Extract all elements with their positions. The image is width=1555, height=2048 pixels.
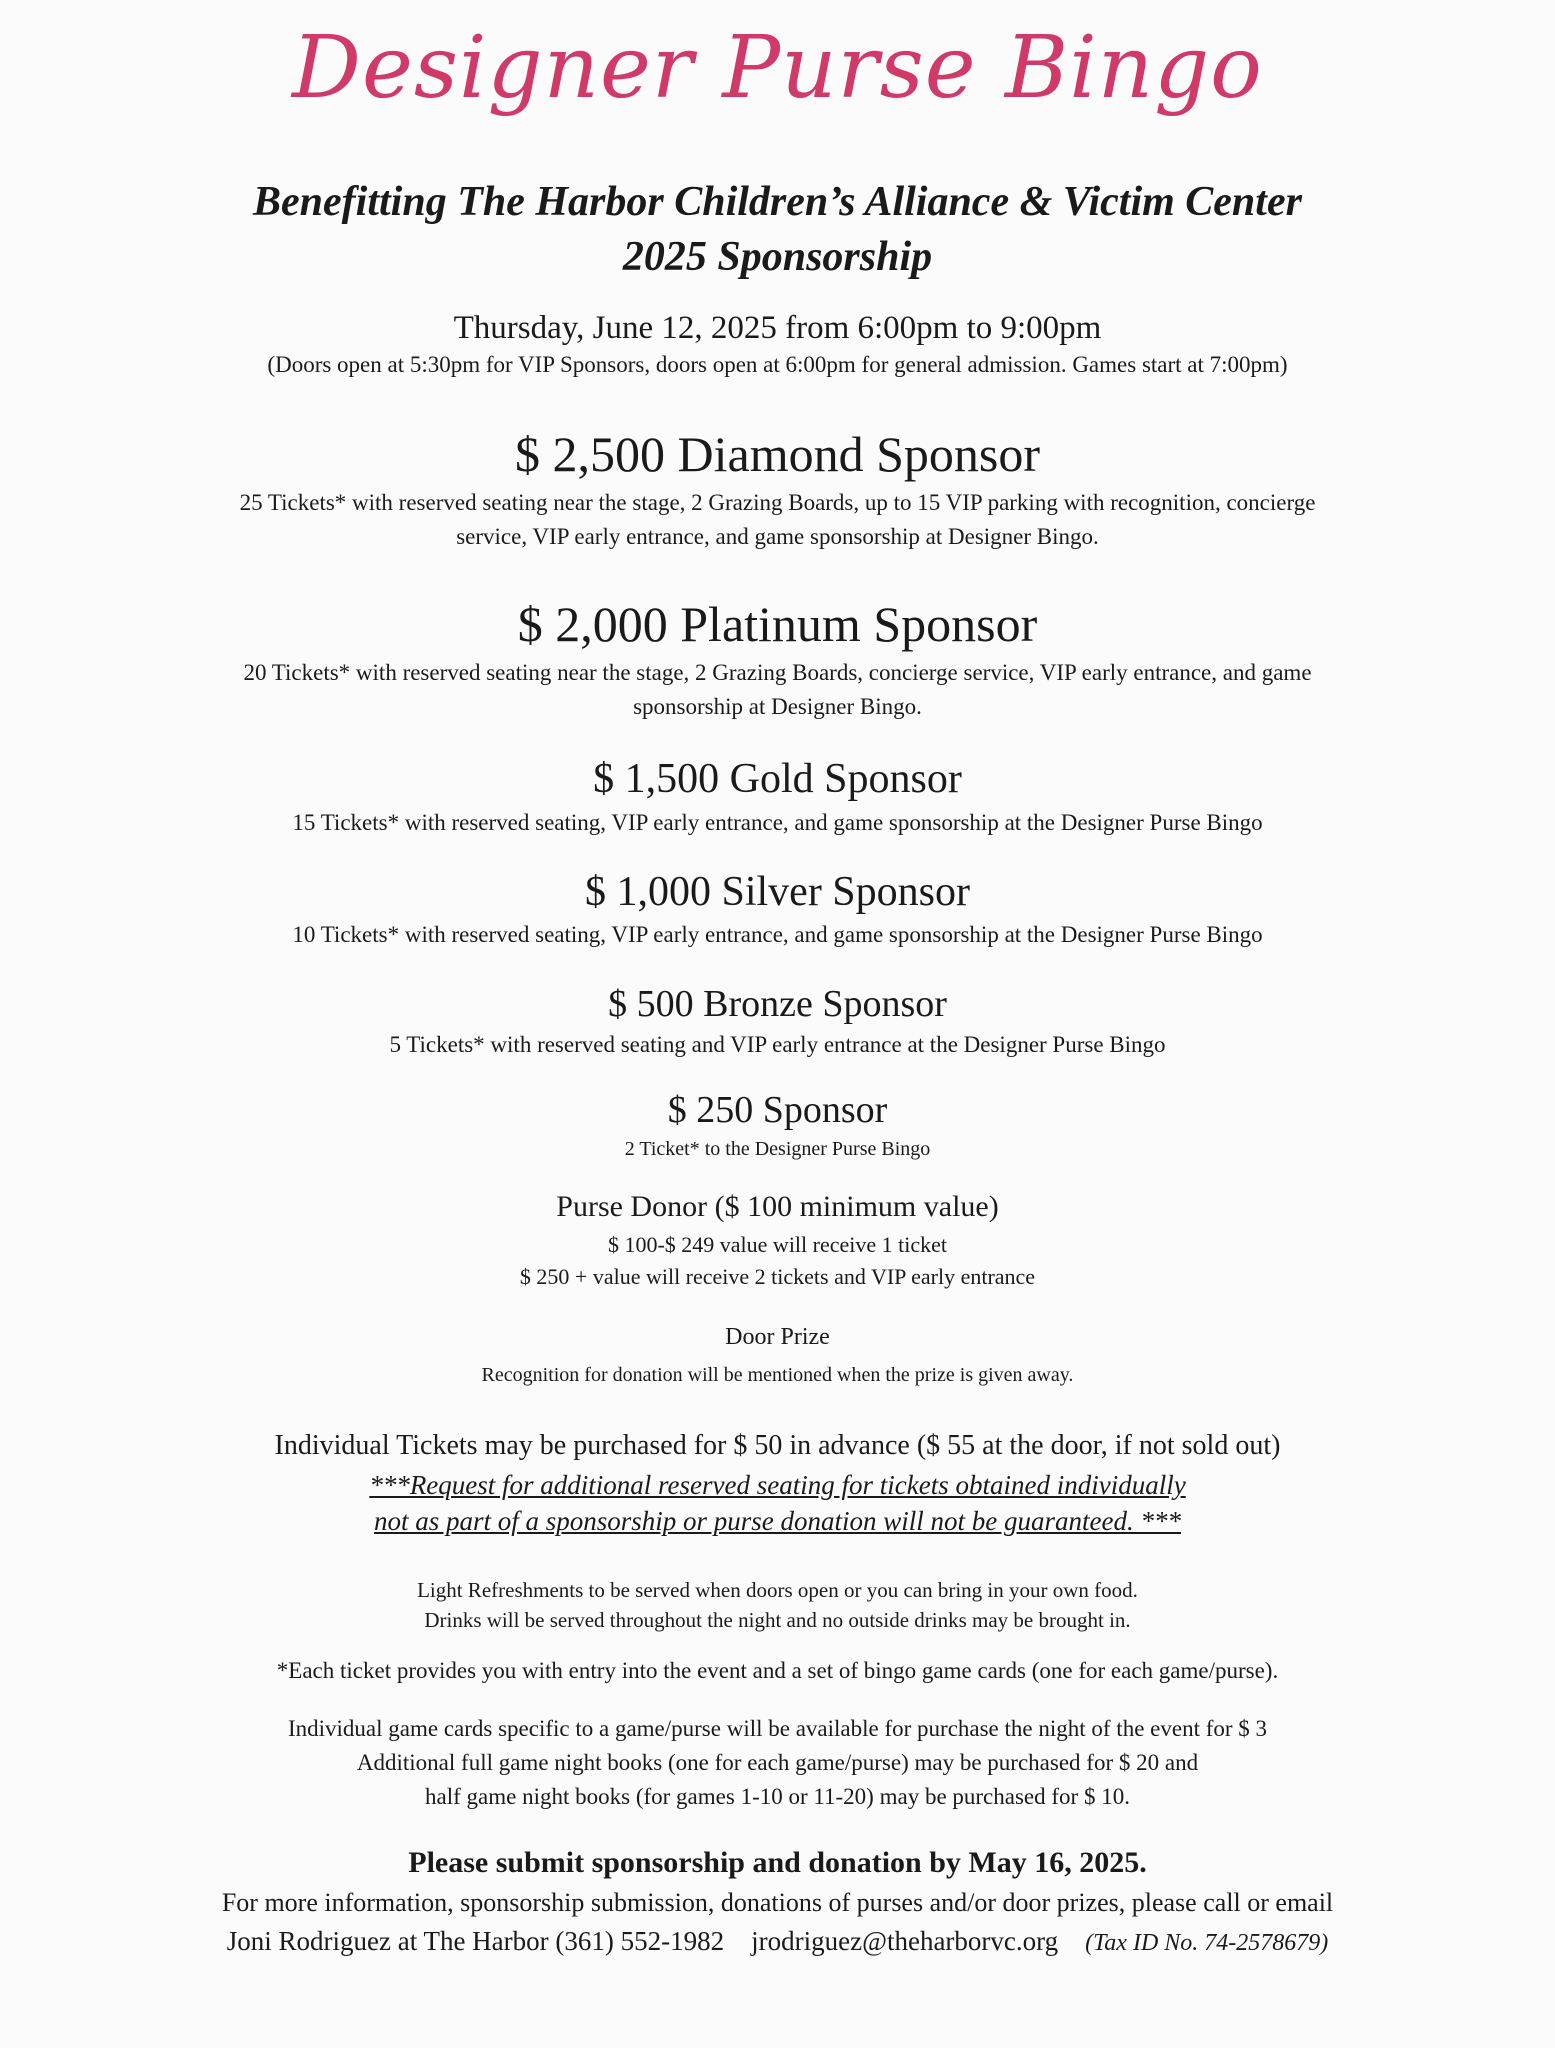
purse-donor-line-1: $ 100-$ 249 value will receive 1 ticket — [607, 1232, 948, 1257]
tier-platinum-desc-2: sponsorship at Designer Bingo. — [633, 694, 922, 719]
contact-email[interactable]: jrodriguez@theharborvc.org — [751, 1926, 1059, 1956]
game-cards-line-2: Additional full game night books (one for each game/purse) may be purchased for $ 20 and — [356, 1750, 1199, 1775]
tier-bronze-desc: 5 Tickets* with reserved seating and VIP early entrance at the Designer Purse Bingo — [389, 1032, 1166, 1057]
contact-name: Joni Rodriguez at The Harbor — [226, 1926, 549, 1956]
submission-deadline: Please submit sponsorship and donation by May 16, 2025. — [408, 1846, 1147, 1879]
subtitle-benefitting: Benefitting The Harbor Children’s Alliance & Victim Center — [253, 179, 1302, 225]
contact-line — [60, 1926, 1495, 1957]
subtitle-sponsorship-year: 2025 Sponsorship — [622, 234, 933, 280]
tier-bronze-name: $ 500 Bronze Sponsor — [608, 983, 947, 1025]
individual-note-line-2: not as part of a sponsorship or purse donation will not be guaranteed. *** — [373, 1506, 1182, 1536]
tier-gold-name: $ 1,500 Gold Sponsor — [593, 756, 962, 802]
doors-note: (Doors open at 5:30pm for VIP Sponsors, doors open at 6:00pm for general admission. Games start at 7:00pm) — [267, 352, 1288, 377]
ticket-note: *Each ticket provides you with entry into the event and a set of bingo game cards (one for each game/purse). — [276, 1658, 1279, 1683]
refreshments-line-2: Drinks will be served throughout the night and no outside drinks may be brought in. — [424, 1608, 1131, 1632]
individual-note-line-1: ***Request for additional reserved seating for tickets obtained individually — [369, 1470, 1186, 1500]
game-cards-line-1: Individual game cards specific to a game/purse will be available for purchase the night of the event for $ 3 — [287, 1716, 1268, 1741]
tier-diamond-name: $ 2,500 Diamond Sponsor — [515, 426, 1040, 482]
tier-silver-name: $ 1,000 Silver Sponsor — [584, 869, 970, 915]
tier-250-name: $ 250 Sponsor — [667, 1089, 888, 1131]
contact-phone[interactable]: (361) 552-1982 — [555, 1926, 725, 1956]
tier-platinum-desc-1: 20 Tickets* with reserved seating near the stage, 2 Grazing Boards, concierge service, VIP early entrance, and game — [243, 660, 1312, 685]
tier-250-desc: 2 Ticket* to the Designer Purse Bingo — [624, 1138, 931, 1160]
tier-gold-desc: 15 Tickets* with reserved seating, VIP early entrance, and game sponsorship at the Designer Purse Bingo — [292, 810, 1263, 835]
game-cards-line-3: half game night books (for games 1-10 or 11-20) may be purchased for $ 10. — [425, 1784, 1130, 1809]
door-prize-line-1: Recognition for donation will be mentioned when the prize is given away. — [481, 1364, 1074, 1386]
purse-donor-name: Purse Donor ($ 100 minimum value) — [556, 1190, 999, 1223]
individual-tickets-line: Individual Tickets may be purchased for $ 50 in advance ($ 55 at the door, if not sold out) — [274, 1430, 1281, 1461]
tier-platinum-name: $ 2,000 Platinum Sponsor — [517, 596, 1038, 652]
door-prize-name: Door Prize — [725, 1324, 830, 1350]
event-date-time: Thursday, June 12, 2025 from 6:00pm to 9:00pm — [453, 310, 1102, 346]
tier-silver-desc: 10 Tickets* with reserved seating, VIP early entrance, and game sponsorship at the Designer Purse Bingo — [292, 922, 1263, 947]
flyer-title: Designer Purse Bingo — [292, 18, 1263, 118]
more-info-line: For more information, sponsorship submission, donations of purses and/or door prizes, please call or email — [221, 1888, 1334, 1917]
refreshments-line-1: Light Refreshments to be served when doors open or you can bring in your own food. — [417, 1578, 1138, 1602]
purse-donor-line-2: $ 250 + value will receive 2 tickets and VIP early entrance — [519, 1264, 1036, 1289]
tier-diamond-desc-1: 25 Tickets* with reserved seating near the stage, 2 Grazing Boards, up to 15 VIP parking with recognition, concierge — [239, 490, 1316, 515]
tier-diamond-desc-2: service, VIP early entrance, and game sponsorship at Designer Bingo. — [456, 524, 1099, 549]
tax-id: (Tax ID No. 74-2578679) — [1085, 1930, 1329, 1956]
